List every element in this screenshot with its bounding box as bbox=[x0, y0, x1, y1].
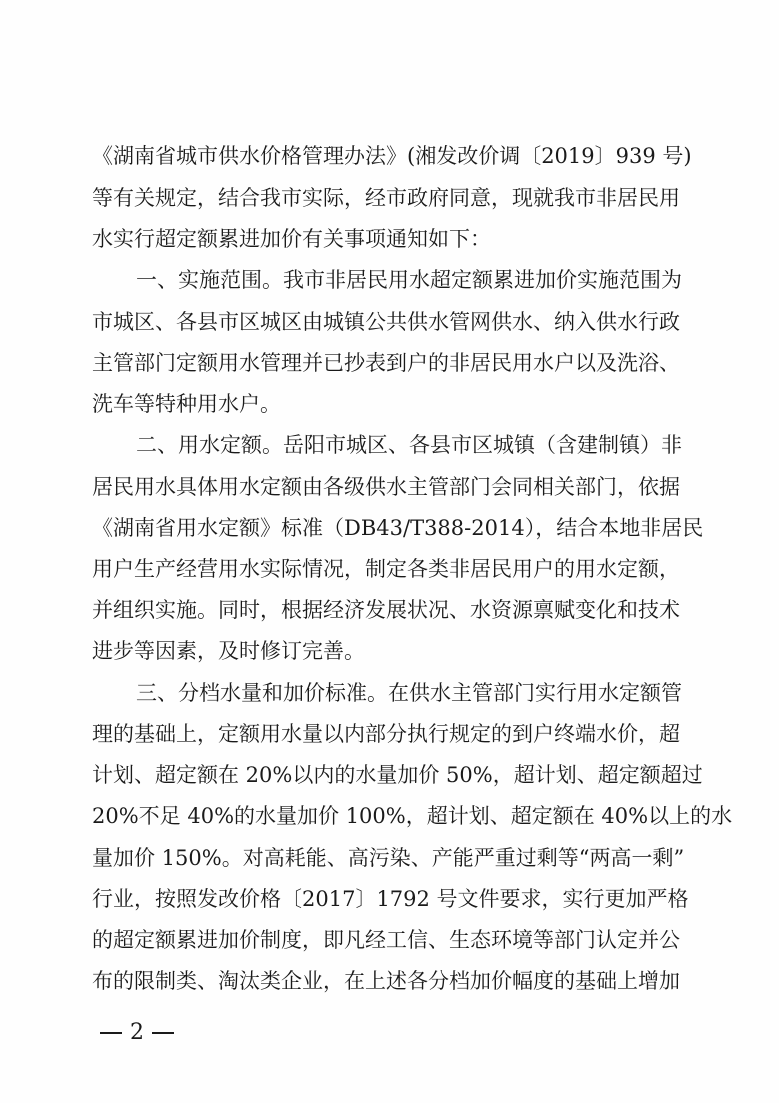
section-3-heading-line: 三、分档水量和加价标准。在供水主管部门实行用水定额管 bbox=[136, 681, 682, 705]
body-line: 20%不足 40%的水量加价 100%，超计划、超定额在 40%以上的水 bbox=[92, 804, 733, 828]
page-number: 2 bbox=[130, 1020, 144, 1045]
body-line: 的超定额累进加价制度，即凡经工信、生态环境等部门认定并公 bbox=[92, 928, 680, 952]
body-line: 进步等因素，及时修订完善。 bbox=[92, 639, 365, 663]
body-line: 量加价 150%。对高耗能、高污染、产能严重过剩等“两高一剩” bbox=[92, 846, 685, 870]
body-line: 《湖南省城市供水价格管理办法》(湘发改价调〔2019〕939 号) bbox=[92, 144, 692, 168]
body-line: 洗车等特种用水户。 bbox=[92, 392, 281, 416]
section-1-heading-line: 一、实施范围。我市非居民用水超定额累进加价实施范围为 bbox=[136, 268, 682, 292]
section-2-heading-line: 二、用水定额。岳阳市城区、各县市区城镇（含建制镇）非 bbox=[136, 433, 682, 457]
page-number-footer bbox=[92, 1021, 182, 1045]
body-line: 主管部门定额用水管理并已抄表到户的非居民用水户以及洗浴、 bbox=[92, 351, 680, 375]
body-line: 居民用水具体用水定额由各级供水主管部门会同相关部门，依据 bbox=[92, 475, 680, 499]
body-line: 行业，按照发改价格〔2017〕1792 号文件要求，实行更加严格 bbox=[92, 887, 689, 911]
body-line: 等有关规定，结合我市实际，经市政府同意，现就我市非居民用 bbox=[92, 186, 680, 210]
body-line: 布的限制类、淘汰类企业，在上述各分档加价幅度的基础上增加 bbox=[92, 969, 680, 993]
body-line: 计划、超定额在 20%以内的水量加价 50%，超计划、超定额超过 bbox=[92, 763, 703, 787]
body-line: 水实行超定额累进加价有关事项通知如下： bbox=[92, 227, 491, 251]
body-line: 市城区、各县市区城区由城镇公共供水管网供水、纳入供水行政 bbox=[92, 310, 680, 334]
body-line: 《湖南省用水定额》标准（DB43/T388-2014），结合本地非居民 bbox=[92, 516, 704, 540]
body-line: 用户生产经营用水实际情况，制定各类非居民用户的用水定额， bbox=[92, 557, 680, 581]
body-line: 理的基础上，定额用水量以内部分执行规定的到户终端水价，超 bbox=[92, 722, 680, 746]
page-number-right-dash bbox=[152, 1032, 174, 1034]
page-number-left-dash bbox=[100, 1032, 122, 1034]
body-line: 并组织实施。同时，根据经济发展状况、水资源禀赋变化和技术 bbox=[92, 598, 680, 622]
